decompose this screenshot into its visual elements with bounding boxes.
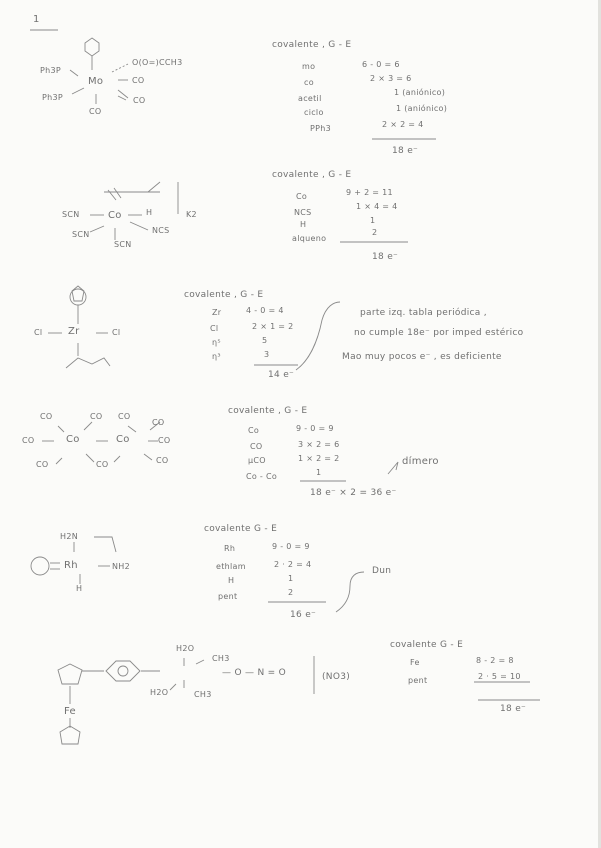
co-heading: covalente , G - E [272, 170, 352, 180]
fe-row-name: pent [408, 676, 428, 685]
rh-row-value: 2 [288, 588, 294, 597]
co2-carbonyl: CO [36, 460, 49, 469]
co-counterion: K2 [186, 210, 197, 219]
co2-metal-left: Co [66, 434, 80, 445]
zr-note-line: no cumple 18e⁻ por imped estérico [354, 328, 524, 338]
zr-row-value: 4 - 0 = 4 [246, 306, 284, 315]
fe-aqua-ligand-bottom: H2O [150, 688, 169, 697]
zr-row-name: Cl [210, 324, 219, 333]
rh-hydride: H [76, 584, 83, 593]
co2-note: dímero [402, 456, 439, 467]
co-ligand-scn: SCN [62, 210, 80, 219]
co2-carbonyl: CO [90, 412, 103, 421]
page-number: 1 [33, 14, 40, 25]
mo-co-bottom: CO [89, 107, 102, 116]
fe-row-name: Fe [410, 658, 420, 667]
mo-row-value: 1 (aniónico) [396, 104, 448, 113]
fe-methyl-bottom: CH3 [194, 690, 212, 699]
co2-row-value: 1 × 2 = 2 [298, 454, 340, 463]
mo-ligand-pph3-top: Ph3P [40, 66, 62, 75]
co2-carbonyl: CO [156, 456, 169, 465]
co2-row-value: 1 [316, 468, 322, 477]
co-metal-label: Co [108, 210, 122, 221]
co2-carbonyl: CO [118, 412, 131, 421]
mo-row-name: co [304, 78, 314, 87]
fe-row-value: 8 - 2 = 8 [476, 656, 514, 665]
fe-nitrite-chain: — O — N = O [222, 668, 287, 678]
co2-row-value: 3 × 2 = 6 [298, 440, 340, 449]
mo-heading: covalente , G - E [272, 40, 352, 50]
co-row-value: 9 + 2 = 11 [346, 188, 393, 197]
zr-note-line: parte izq. tabla periódica , [360, 308, 487, 318]
zr-row-name: Zr [212, 308, 222, 317]
co-ligand-ncs: NCS [152, 226, 170, 235]
rh-row-name: pent [218, 592, 238, 601]
mo-row-value: 1 (aniónico) [394, 88, 446, 97]
co2-row-name: μCO [248, 456, 266, 465]
mo-total: 18 e⁻ [392, 146, 419, 156]
rh-row-value: 9 - 0 = 9 [272, 542, 310, 551]
mo-row-name: PPh3 [310, 124, 332, 133]
co-row-name: alqueno [292, 234, 327, 243]
zr-row-value: 3 [264, 350, 270, 359]
co-ligand-scn: SCN [114, 240, 132, 249]
co-row-name: Co [296, 192, 308, 201]
co-row-name: H [300, 220, 307, 229]
co2-carbonyl: CO [158, 436, 171, 445]
mo-metal-label: Mo [88, 76, 104, 87]
rh-total: 16 e⁻ [290, 610, 317, 620]
rh-amine-right: NH2 [112, 562, 130, 571]
rh-metal-label: Rh [64, 560, 78, 571]
rh-row-value: 2 · 2 = 4 [274, 560, 312, 569]
mo-row-value: 2 × 3 = 6 [370, 74, 412, 83]
co-row-value: 2 [372, 228, 378, 237]
co2-carbonyl: CO [152, 418, 165, 427]
co2-carbonyl: CO [96, 460, 109, 469]
co-total: 18 e⁻ [372, 252, 399, 262]
co2-carbonyl: CO [40, 412, 53, 421]
mo-acetate-ligand: O(O=)CCH3 [132, 58, 183, 67]
rh-amine-upper: H2N [60, 532, 78, 541]
zr-row-name: η⁵ [212, 338, 221, 347]
co2-row-value: 9 - 0 = 9 [296, 424, 334, 433]
co-row-value: 1 [370, 216, 376, 225]
rh-row-name: H [228, 576, 235, 585]
zr-chloride-right: Cl [112, 328, 121, 337]
rh-heading: covalente G - E [204, 524, 278, 534]
fe-row-value: 2 · 5 = 10 [478, 672, 521, 681]
mo-row-name: acetil [298, 94, 322, 103]
co2-row-name: Co - Co [246, 472, 278, 481]
co2-metal-right: Co [116, 434, 130, 445]
mo-co-right: CO [132, 76, 145, 85]
co-hydride: H [146, 208, 153, 217]
rh-row-name: Rh [224, 544, 236, 553]
mo-row-name: mo [302, 62, 316, 71]
co2-heading: covalente , G - E [228, 406, 308, 416]
zr-row-value: 5 [262, 336, 268, 345]
mo-co-lower: CO [133, 96, 146, 105]
zr-note-line: Mao muy pocos e⁻ , es deficiente [342, 352, 502, 362]
co2-carbonyl: CO [22, 436, 35, 445]
mo-row-value: 2 × 2 = 4 [382, 120, 424, 129]
zr-heading: covalente , G - E [184, 290, 264, 300]
rh-note: Dun [372, 566, 392, 576]
co-row-name: NCS [294, 208, 312, 217]
mo-row-value: 6 - 0 = 6 [362, 60, 400, 69]
zr-row-value: 2 × 1 = 2 [252, 322, 294, 331]
mo-ligand-pph3-bottom: Ph3P [42, 93, 64, 102]
co2-row-name: Co [248, 426, 260, 435]
mo-row-name: ciclo [304, 108, 324, 117]
fe-aqua-ligand-top: H2O [176, 644, 195, 653]
co2-total: 18 e⁻ × 2 = 36 e⁻ [310, 488, 397, 498]
co-row-value: 1 × 4 = 4 [356, 202, 398, 211]
zr-total: 14 e⁻ [268, 370, 295, 380]
fe-total: 18 e⁻ [500, 704, 527, 714]
zr-chloride-left: Cl [34, 328, 43, 337]
zr-metal-label: Zr [68, 326, 80, 337]
co2-row-name: CO [250, 442, 263, 451]
co-ligand-scn: SCN [72, 230, 90, 239]
rh-row-name: ethlam [216, 562, 246, 571]
fe-heading: covalente G - E [390, 640, 464, 650]
fe-counterion: (NO3) [322, 672, 351, 682]
rh-row-value: 1 [288, 574, 294, 583]
fe-metal-label: Fe [64, 706, 76, 717]
zr-row-name: η³ [212, 352, 221, 361]
fe-methyl-top: CH3 [212, 654, 230, 663]
